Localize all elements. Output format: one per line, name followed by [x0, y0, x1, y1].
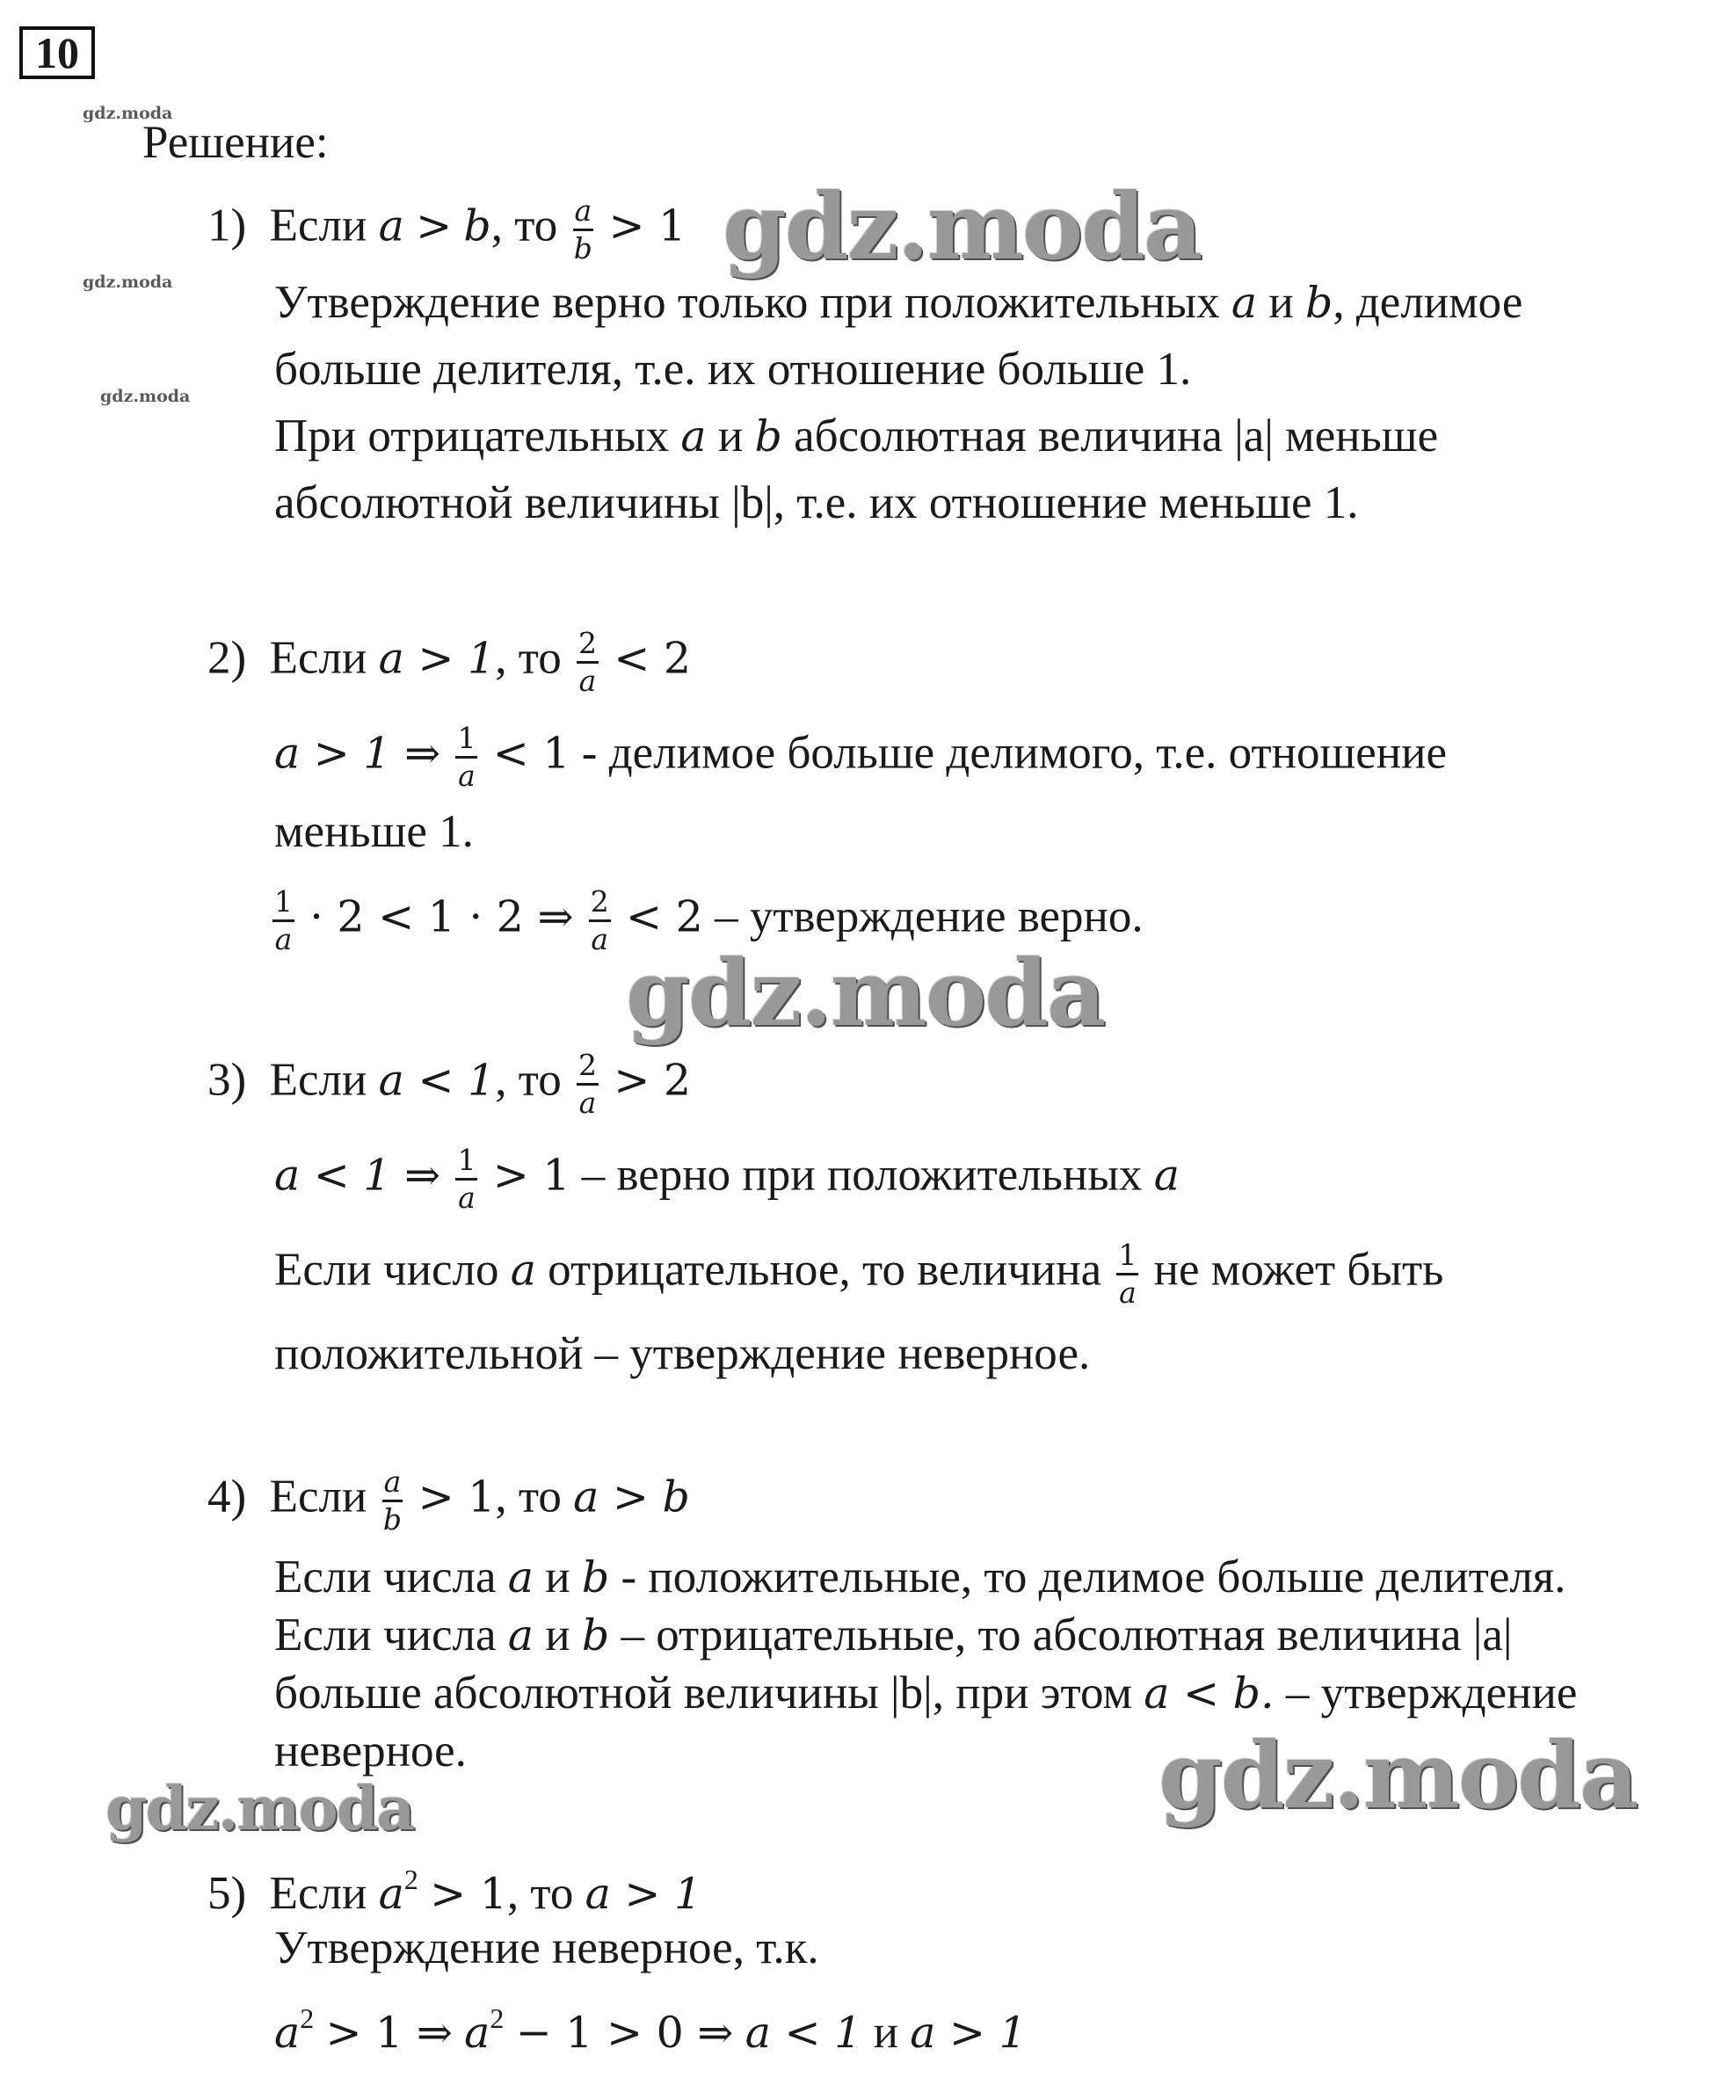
- watermark-small: gdz.moda: [83, 104, 173, 123]
- item-4-line-3: больше абсолютной величины |b|, при этом a < b. – утверждение: [274, 1668, 1578, 1719]
- solution-heading: Решение:: [142, 117, 329, 168]
- fraction-1-over-a: $\frac{1}{a}$: [457, 721, 476, 793]
- item-3-step-1: a < 1 ⇒ $\frac{1}{a}$ > 1 – верно при положительных a: [274, 1143, 1180, 1215]
- item-2-step-1: a > 1 ⇒ $\frac{1}{a}$ < 1 - делимое больше делимого, т.е. отношение: [274, 721, 1448, 793]
- item-2-step-1-cont: меньше 1.: [274, 806, 474, 857]
- item-1-line-2: больше делителя, т.е. их отношение больше 1.: [274, 344, 1192, 395]
- fraction-a-over-b: $\frac{a}{b}$: [382, 1464, 403, 1537]
- item-2-condition: 2) Если a > 1, то $\frac{2}{a}$ < 2: [207, 626, 692, 698]
- item-3-step-3: положительной – утверждение неверное.: [274, 1328, 1091, 1379]
- item-5-condition: 5) Если $a^2 > 1$, то a > 1: [207, 1864, 702, 1919]
- fraction-a-over-b: $\frac{a}{b}$: [573, 193, 592, 265]
- item-2-step-2: $\frac{1}{a}$ · 2 < 1 · 2 ⇒ $\frac{2}{a}$ < 2 – утверждение верно.: [274, 884, 1144, 956]
- item-1-line-4: абсолютной величины |b|, т.е. их отношение меньше 1.: [274, 477, 1359, 528]
- fraction-1-over-a: $\frac{1}{a}$: [1118, 1238, 1137, 1310]
- watermark-small: gdz.moda: [83, 272, 173, 292]
- watermark-small: gdz.moda: [100, 387, 191, 406]
- item-4-line-4: неверное.: [274, 1726, 467, 1777]
- item-3-condition: 3) Если a < 1, то $\frac{2}{a}$ > 2: [207, 1048, 692, 1120]
- item-1-condition: 1) Если a > b, то $\frac{a}{b}$ > 1: [207, 193, 686, 265]
- watermark-large: gdz.moda: [723, 172, 1202, 280]
- fraction-1-over-a: $\frac{1}{a}$: [457, 1143, 476, 1215]
- fraction-2-over-a: $\frac{2}{a}$: [590, 884, 609, 956]
- fraction-1-over-a: $\frac{1}{a}$: [274, 884, 293, 956]
- item-3-step-2: Если число a отрицательное, то величина $\frac{1}{a}$ не может быть: [274, 1238, 1444, 1310]
- item-4-line-1: Если числа a и b - положительные, то делимое больше делителя.: [274, 1551, 1566, 1602]
- item-4-condition: 4) Если $\frac{a}{b}$ > 1, то a > b: [207, 1464, 690, 1537]
- item-1-line-3: При отрицательных a и b абсолютная величина |a| меньше: [274, 411, 1439, 461]
- item-5-line-2: $a^2 > 1$ ⇒ $a^2 - 1 > 0$ ⇒ a < 1 и a > 1: [274, 2002, 1027, 2058]
- item-4-line-2: Если числа a и b – отрицательные, то абсолютная величина |a|: [274, 1610, 1513, 1660]
- watermark-large: gdz.moda: [105, 1774, 414, 1844]
- item-5-line-1: Утверждение неверное, т.к.: [274, 1922, 819, 1973]
- problem-number: 10: [19, 26, 95, 79]
- watermark-large: gdz.moda: [626, 939, 1105, 1047]
- watermark-large: gdz.moda: [1159, 1721, 1638, 1829]
- fraction-2-over-a: $\frac{2}{a}$: [577, 1048, 597, 1120]
- item-1-line-1: Утверждение верно только при положительных a и b, делимое: [274, 277, 1523, 328]
- fraction-2-over-a: $\frac{2}{a}$: [577, 626, 597, 698]
